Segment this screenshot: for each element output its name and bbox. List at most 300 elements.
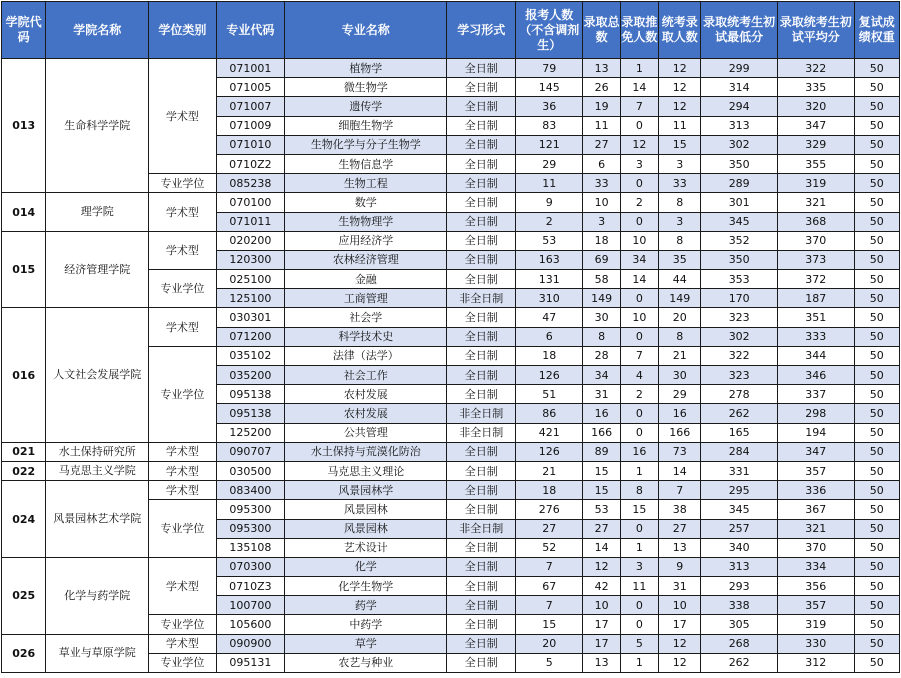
admission-table (1, 1, 900, 673)
study-mode-cell: 全日制 (447, 366, 516, 385)
admitted-total-cell: 14 (583, 538, 620, 557)
min-score-cell: 278 (701, 385, 778, 404)
exempt-admitted-cell: 0 (620, 596, 658, 615)
major-name-cell: 微生物学 (285, 78, 447, 97)
avg-score-cell: 357 (777, 596, 854, 615)
major-name-cell: 金融 (285, 270, 447, 289)
retest-weight-cell: 50 (854, 653, 899, 672)
study-mode-cell: 全日制 (447, 442, 516, 461)
retest-weight-cell: 50 (854, 366, 899, 385)
major-name-cell: 生物化学与分子生物学 (285, 135, 447, 154)
avg-score-cell: 319 (777, 615, 854, 634)
avg-score-cell: 322 (777, 59, 854, 78)
study-mode-cell: 非全日制 (447, 423, 516, 442)
applicants-cell: 83 (515, 116, 583, 135)
exempt-admitted-cell: 0 (620, 519, 658, 538)
header-major-name: 专业名称 (285, 2, 447, 59)
avg-score-cell: 337 (777, 385, 854, 404)
major-name-cell: 风景园林学 (285, 481, 447, 500)
retest-weight-cell: 50 (854, 116, 899, 135)
study-mode-cell: 全日制 (447, 461, 516, 480)
major-name-cell: 科学技术史 (285, 327, 447, 346)
admitted-total-cell: 26 (583, 78, 620, 97)
study-mode-cell: 全日制 (447, 308, 516, 327)
exam-admitted-cell: 10 (659, 596, 701, 615)
min-score-cell: 340 (701, 538, 778, 557)
applicants-cell: 36 (515, 97, 583, 116)
admitted-total-cell: 18 (583, 231, 620, 250)
exempt-admitted-cell: 0 (620, 289, 658, 308)
exempt-admitted-cell: 0 (620, 423, 658, 442)
major-code-cell: 071007 (216, 97, 285, 116)
applicants-cell: 163 (515, 250, 583, 269)
table-row (2, 461, 900, 480)
exempt-admitted-cell: 1 (620, 653, 658, 672)
retest-weight-cell: 50 (854, 577, 899, 596)
exam-admitted-cell: 149 (659, 289, 701, 308)
admitted-total-cell: 33 (583, 174, 620, 193)
exempt-admitted-cell: 16 (620, 442, 658, 461)
applicants-cell: 52 (515, 538, 583, 557)
study-mode-cell: 非全日制 (447, 519, 516, 538)
major-code-cell: 125100 (216, 289, 285, 308)
min-score-cell: 299 (701, 59, 778, 78)
major-name-cell: 生物物理学 (285, 212, 447, 231)
exam-admitted-cell: 11 (659, 116, 701, 135)
applicants-cell: 6 (515, 327, 583, 346)
major-code-cell: 120300 (216, 250, 285, 269)
study-mode-cell: 全日制 (447, 500, 516, 519)
min-score-cell: 305 (701, 615, 778, 634)
major-code-cell: 035200 (216, 366, 285, 385)
college-code-cell: 021 (2, 442, 46, 461)
applicants-cell: 86 (515, 404, 583, 423)
study-mode-cell: 全日制 (447, 634, 516, 653)
avg-score-cell: 372 (777, 270, 854, 289)
major-name-cell: 法律（法学） (285, 346, 447, 365)
major-code-cell: 085238 (216, 174, 285, 193)
major-code-cell: 095300 (216, 519, 285, 538)
applicants-cell: 79 (515, 59, 583, 78)
exempt-admitted-cell: 0 (620, 615, 658, 634)
retest-weight-cell: 50 (854, 423, 899, 442)
avg-score-cell: 321 (777, 193, 854, 212)
exam-admitted-cell: 44 (659, 270, 701, 289)
college-name-cell: 化学与药学院 (46, 557, 149, 634)
avg-score-cell: 368 (777, 212, 854, 231)
avg-score-cell: 336 (777, 481, 854, 500)
avg-score-cell: 194 (777, 423, 854, 442)
applicants-cell: 29 (515, 154, 583, 173)
college-name-cell: 水土保持研究所 (46, 442, 149, 461)
exempt-admitted-cell: 7 (620, 97, 658, 116)
applicants-cell: 15 (515, 615, 583, 634)
exempt-admitted-cell: 14 (620, 78, 658, 97)
major-name-cell: 农林经济管理 (285, 250, 447, 269)
major-name-cell: 细胞生物学 (285, 116, 447, 135)
major-code-cell: 095138 (216, 385, 285, 404)
retest-weight-cell: 50 (854, 270, 899, 289)
applicants-cell: 5 (515, 653, 583, 672)
avg-score-cell: 344 (777, 346, 854, 365)
college-name-cell: 草业与草原学院 (46, 634, 149, 672)
admitted-total-cell: 17 (583, 634, 620, 653)
major-name-cell: 社会工作 (285, 366, 447, 385)
exam-admitted-cell: 21 (659, 346, 701, 365)
college-name-cell: 经济管理学院 (46, 231, 149, 308)
major-code-cell: 025100 (216, 270, 285, 289)
header-min-score: 录取统考生初试最低分 (701, 2, 778, 59)
min-score-cell: 268 (701, 634, 778, 653)
header-degree-type: 学位类别 (149, 2, 217, 59)
min-score-cell: 294 (701, 97, 778, 116)
avg-score-cell: 356 (777, 577, 854, 596)
admitted-total-cell: 16 (583, 404, 620, 423)
admitted-total-cell: 28 (583, 346, 620, 365)
major-code-cell: 090900 (216, 634, 285, 653)
study-mode-cell: 全日制 (447, 154, 516, 173)
admitted-total-cell: 8 (583, 327, 620, 346)
applicants-cell: 53 (515, 231, 583, 250)
applicants-cell: 126 (515, 442, 583, 461)
retest-weight-cell: 50 (854, 289, 899, 308)
min-score-cell: 257 (701, 519, 778, 538)
study-mode-cell: 全日制 (447, 653, 516, 672)
exempt-admitted-cell: 0 (620, 174, 658, 193)
retest-weight-cell: 50 (854, 154, 899, 173)
exam-admitted-cell: 29 (659, 385, 701, 404)
admitted-total-cell: 42 (583, 577, 620, 596)
major-code-cell: 070100 (216, 193, 285, 212)
retest-weight-cell: 50 (854, 231, 899, 250)
avg-score-cell: 347 (777, 442, 854, 461)
study-mode-cell: 全日制 (447, 78, 516, 97)
degree-type-cell: 学术型 (149, 557, 217, 615)
college-code-cell: 024 (2, 481, 46, 558)
study-mode-cell: 全日制 (447, 116, 516, 135)
major-code-cell: 105600 (216, 615, 285, 634)
min-score-cell: 289 (701, 174, 778, 193)
header-college-code: 学院代码 (2, 2, 46, 59)
study-mode-cell: 全日制 (447, 557, 516, 576)
major-name-cell: 农艺与种业 (285, 653, 447, 672)
min-score-cell: 302 (701, 327, 778, 346)
degree-type-cell: 学术型 (149, 442, 217, 461)
study-mode-cell: 全日制 (447, 231, 516, 250)
exam-admitted-cell: 8 (659, 193, 701, 212)
exam-admitted-cell: 27 (659, 519, 701, 538)
min-score-cell: 350 (701, 154, 778, 173)
exempt-admitted-cell: 12 (620, 135, 658, 154)
exam-admitted-cell: 14 (659, 461, 701, 480)
avg-score-cell: 329 (777, 135, 854, 154)
exempt-admitted-cell: 0 (620, 212, 658, 231)
exam-admitted-cell: 35 (659, 250, 701, 269)
applicants-cell: 9 (515, 193, 583, 212)
exam-admitted-cell: 15 (659, 135, 701, 154)
exempt-admitted-cell: 1 (620, 538, 658, 557)
admitted-total-cell: 10 (583, 596, 620, 615)
retest-weight-cell: 50 (854, 78, 899, 97)
retest-weight-cell: 50 (854, 481, 899, 500)
avg-score-cell: 370 (777, 231, 854, 250)
retest-weight-cell: 50 (854, 346, 899, 365)
college-code-cell: 013 (2, 59, 46, 193)
exam-admitted-cell: 12 (659, 634, 701, 653)
min-score-cell: 262 (701, 653, 778, 672)
applicants-cell: 47 (515, 308, 583, 327)
study-mode-cell: 全日制 (447, 346, 516, 365)
major-name-cell: 药学 (285, 596, 447, 615)
retest-weight-cell: 50 (854, 385, 899, 404)
admitted-total-cell: 166 (583, 423, 620, 442)
applicants-cell: 276 (515, 500, 583, 519)
admitted-total-cell: 19 (583, 97, 620, 116)
admitted-total-cell: 12 (583, 557, 620, 576)
exam-admitted-cell: 7 (659, 481, 701, 500)
min-score-cell: 165 (701, 423, 778, 442)
retest-weight-cell: 50 (854, 615, 899, 634)
exempt-admitted-cell: 11 (620, 577, 658, 596)
degree-type-cell: 学术型 (149, 193, 217, 231)
retest-weight-cell: 50 (854, 519, 899, 538)
admitted-total-cell: 31 (583, 385, 620, 404)
study-mode-cell: 全日制 (447, 327, 516, 346)
table-row (2, 442, 900, 461)
exam-admitted-cell: 13 (659, 538, 701, 557)
exam-admitted-cell: 16 (659, 404, 701, 423)
study-mode-cell: 全日制 (447, 270, 516, 289)
retest-weight-cell: 50 (854, 634, 899, 653)
min-score-cell: 350 (701, 250, 778, 269)
exam-admitted-cell: 30 (659, 366, 701, 385)
retest-weight-cell: 50 (854, 500, 899, 519)
study-mode-cell: 全日制 (447, 250, 516, 269)
applicants-cell: 145 (515, 78, 583, 97)
major-code-cell: 0710Z3 (216, 577, 285, 596)
avg-score-cell: 370 (777, 538, 854, 557)
min-score-cell: 331 (701, 461, 778, 480)
major-name-cell: 生物信息学 (285, 154, 447, 173)
admitted-total-cell: 15 (583, 461, 620, 480)
exempt-admitted-cell: 0 (620, 404, 658, 423)
study-mode-cell: 非全日制 (447, 404, 516, 423)
major-code-cell: 125200 (216, 423, 285, 442)
major-name-cell: 马克思主义理论 (285, 461, 447, 480)
college-name-cell: 生命科学学院 (46, 59, 149, 193)
major-code-cell: 071009 (216, 116, 285, 135)
avg-score-cell: 330 (777, 634, 854, 653)
exam-admitted-cell: 12 (659, 653, 701, 672)
degree-type-cell: 专业学位 (149, 653, 217, 672)
retest-weight-cell: 50 (854, 97, 899, 116)
admitted-total-cell: 34 (583, 366, 620, 385)
major-name-cell: 风景园林 (285, 519, 447, 538)
exempt-admitted-cell: 10 (620, 308, 658, 327)
exam-admitted-cell: 3 (659, 212, 701, 231)
min-score-cell: 314 (701, 78, 778, 97)
applicants-cell: 27 (515, 519, 583, 538)
header-row (2, 2, 900, 59)
college-code-cell: 026 (2, 634, 46, 672)
exam-admitted-cell: 8 (659, 231, 701, 250)
retest-weight-cell: 50 (854, 327, 899, 346)
major-code-cell: 090707 (216, 442, 285, 461)
exam-admitted-cell: 3 (659, 154, 701, 173)
major-name-cell: 公共管理 (285, 423, 447, 442)
avg-score-cell: 187 (777, 289, 854, 308)
degree-type-cell: 专业学位 (149, 346, 217, 442)
study-mode-cell: 全日制 (447, 59, 516, 78)
min-score-cell: 284 (701, 442, 778, 461)
exam-admitted-cell: 38 (659, 500, 701, 519)
major-name-cell: 农村发展 (285, 404, 447, 423)
applicants-cell: 67 (515, 577, 583, 596)
admitted-total-cell: 15 (583, 481, 620, 500)
min-score-cell: 313 (701, 557, 778, 576)
min-score-cell: 295 (701, 481, 778, 500)
header-exempt-admitted: 录取推免人数 (620, 2, 658, 59)
major-code-cell: 035102 (216, 346, 285, 365)
header-exam-admitted: 统考录取人数 (659, 2, 701, 59)
retest-weight-cell: 50 (854, 442, 899, 461)
applicants-cell: 11 (515, 174, 583, 193)
avg-score-cell: 298 (777, 404, 854, 423)
major-name-cell: 遗传学 (285, 97, 447, 116)
table-row (2, 481, 900, 500)
major-name-cell: 社会学 (285, 308, 447, 327)
applicants-cell: 7 (515, 557, 583, 576)
major-code-cell: 070300 (216, 557, 285, 576)
exempt-admitted-cell: 14 (620, 270, 658, 289)
college-code-cell: 022 (2, 461, 46, 480)
degree-type-cell: 学术型 (149, 634, 217, 653)
retest-weight-cell: 50 (854, 59, 899, 78)
exam-admitted-cell: 12 (659, 78, 701, 97)
min-score-cell: 338 (701, 596, 778, 615)
avg-score-cell: 351 (777, 308, 854, 327)
header-admitted-total: 录取总数 (583, 2, 620, 59)
exam-admitted-cell: 20 (659, 308, 701, 327)
applicants-cell: 121 (515, 135, 583, 154)
retest-weight-cell: 50 (854, 174, 899, 193)
min-score-cell: 322 (701, 346, 778, 365)
retest-weight-cell: 50 (854, 557, 899, 576)
avg-score-cell: 333 (777, 327, 854, 346)
college-name-cell: 风景园林艺术学院 (46, 481, 149, 558)
exam-admitted-cell: 9 (659, 557, 701, 576)
applicants-cell: 18 (515, 481, 583, 500)
study-mode-cell: 全日制 (447, 615, 516, 634)
admitted-total-cell: 3 (583, 212, 620, 231)
admitted-total-cell: 69 (583, 250, 620, 269)
header-avg-score: 录取统考生初试平均分 (777, 2, 854, 59)
avg-score-cell: 355 (777, 154, 854, 173)
min-score-cell: 313 (701, 116, 778, 135)
college-code-cell: 025 (2, 557, 46, 634)
min-score-cell: 302 (701, 135, 778, 154)
retest-weight-cell: 50 (854, 308, 899, 327)
major-name-cell: 生物工程 (285, 174, 447, 193)
exam-admitted-cell: 166 (659, 423, 701, 442)
avg-score-cell: 334 (777, 557, 854, 576)
avg-score-cell: 312 (777, 653, 854, 672)
table-row (2, 557, 900, 576)
degree-type-cell: 专业学位 (149, 270, 217, 308)
major-code-cell: 020200 (216, 231, 285, 250)
major-name-cell: 农村发展 (285, 385, 447, 404)
min-score-cell: 323 (701, 366, 778, 385)
study-mode-cell: 全日制 (447, 193, 516, 212)
major-code-cell: 030500 (216, 461, 285, 480)
applicants-cell: 310 (515, 289, 583, 308)
avg-score-cell: 320 (777, 97, 854, 116)
degree-type-cell: 学术型 (149, 308, 217, 346)
college-name-cell: 理学院 (46, 193, 149, 231)
exam-admitted-cell: 12 (659, 97, 701, 116)
major-name-cell: 水土保持与荒漠化防治 (285, 442, 447, 461)
avg-score-cell: 335 (777, 78, 854, 97)
college-name-cell: 马克思主义学院 (46, 461, 149, 480)
retest-weight-cell: 50 (854, 193, 899, 212)
major-code-cell: 071010 (216, 135, 285, 154)
exempt-admitted-cell: 3 (620, 557, 658, 576)
min-score-cell: 345 (701, 212, 778, 231)
major-code-cell: 030301 (216, 308, 285, 327)
major-name-cell: 草学 (285, 634, 447, 653)
major-code-cell: 095300 (216, 500, 285, 519)
major-code-cell: 095138 (216, 404, 285, 423)
min-score-cell: 293 (701, 577, 778, 596)
exam-admitted-cell: 12 (659, 59, 701, 78)
major-code-cell: 0710Z2 (216, 154, 285, 173)
exam-admitted-cell: 73 (659, 442, 701, 461)
exempt-admitted-cell: 1 (620, 59, 658, 78)
major-name-cell: 化学生物学 (285, 577, 447, 596)
min-score-cell: 301 (701, 193, 778, 212)
table-row (2, 634, 900, 653)
header-study-mode: 学习形式 (447, 2, 516, 59)
table-row (2, 193, 900, 212)
major-code-cell: 071001 (216, 59, 285, 78)
study-mode-cell: 全日制 (447, 596, 516, 615)
study-mode-cell: 非全日制 (447, 289, 516, 308)
admitted-total-cell: 30 (583, 308, 620, 327)
header-retest-weight: 复试成绩权重 (854, 2, 899, 59)
exempt-admitted-cell: 0 (620, 327, 658, 346)
applicants-cell: 126 (515, 366, 583, 385)
table-row (2, 231, 900, 250)
exempt-admitted-cell: 1 (620, 461, 658, 480)
study-mode-cell: 全日制 (447, 577, 516, 596)
degree-type-cell: 学术型 (149, 461, 217, 480)
retest-weight-cell: 50 (854, 538, 899, 557)
major-code-cell: 071011 (216, 212, 285, 231)
avg-score-cell: 319 (777, 174, 854, 193)
study-mode-cell: 全日制 (447, 135, 516, 154)
applicants-cell: 421 (515, 423, 583, 442)
admitted-total-cell: 11 (583, 116, 620, 135)
study-mode-cell: 全日制 (447, 174, 516, 193)
admitted-total-cell: 27 (583, 135, 620, 154)
applicants-cell: 20 (515, 634, 583, 653)
study-mode-cell: 全日制 (447, 212, 516, 231)
exempt-admitted-cell: 10 (620, 231, 658, 250)
exam-admitted-cell: 33 (659, 174, 701, 193)
min-score-cell: 345 (701, 500, 778, 519)
table-row (2, 59, 900, 78)
admitted-total-cell: 13 (583, 653, 620, 672)
